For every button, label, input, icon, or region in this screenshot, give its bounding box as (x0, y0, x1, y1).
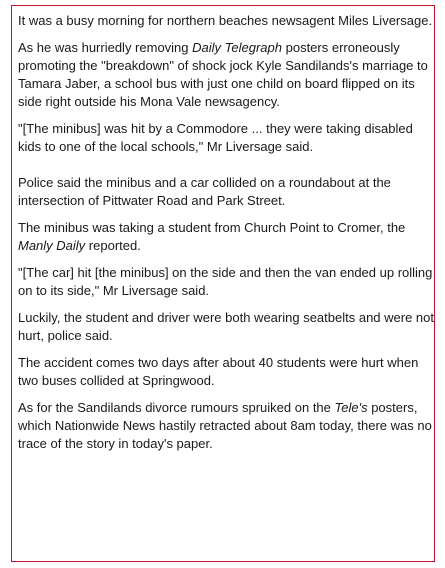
paragraph-9 (18, 399, 438, 453)
paragraph-6: "[The car] hit [the minibus] on the side and then the van ended up rolling on to its side," Mr Liversage said. (18, 265, 433, 298)
article-body (18, 12, 438, 462)
paragraph-5-rest: reported. (85, 238, 141, 253)
paragraph-5-lead: The minibus was taking a student from Church Point to Cromer, the (18, 220, 406, 235)
article-frame (11, 5, 435, 562)
paragraph-5 (18, 219, 438, 255)
paragraph-8: The accident comes two days after about 40 students were hurt when two buses collided at Springwood. (18, 355, 419, 388)
publication-name: Daily Telegraph (192, 40, 282, 55)
paragraph-9-rest: posters, which Nationwide News hastily retracted about 8am today, there was no trace of the story in today's paper. (18, 400, 432, 451)
paragraph-9-lead: As for the Sandilands divorce rumours spruiked on the (18, 400, 335, 415)
paragraph-2-lead: As he was hurriedly removing (18, 40, 193, 55)
paragraph-2 (18, 39, 438, 111)
paragraph-1: It was a busy morning for northern beaches newsagent Miles Liversage. (18, 13, 433, 28)
paragraph-3: "[The minibus] was hit by a Commodore ... they were taking disabled kids to one of the local schools," Mr Liversage said. (18, 121, 413, 154)
publication-name: Manly Daily (18, 238, 86, 253)
paragraph-2-rest: posters erroneously promoting the "breakdown" of shock jock Kyle Sandilands's marriage to Tamara Jaber, a school bus with just one child on board flipped on its side right outside his Mona Vale newsagency. (18, 40, 428, 109)
paragraph-4: Police said the minibus and a car collided on a roundabout at the intersection of Pittwater Road and Park Street. (18, 175, 391, 208)
publication-name: Tele's (334, 400, 368, 415)
paragraph-7: Luckily, the student and driver were both wearing seatbelts and were not hurt, police said. (18, 310, 434, 343)
